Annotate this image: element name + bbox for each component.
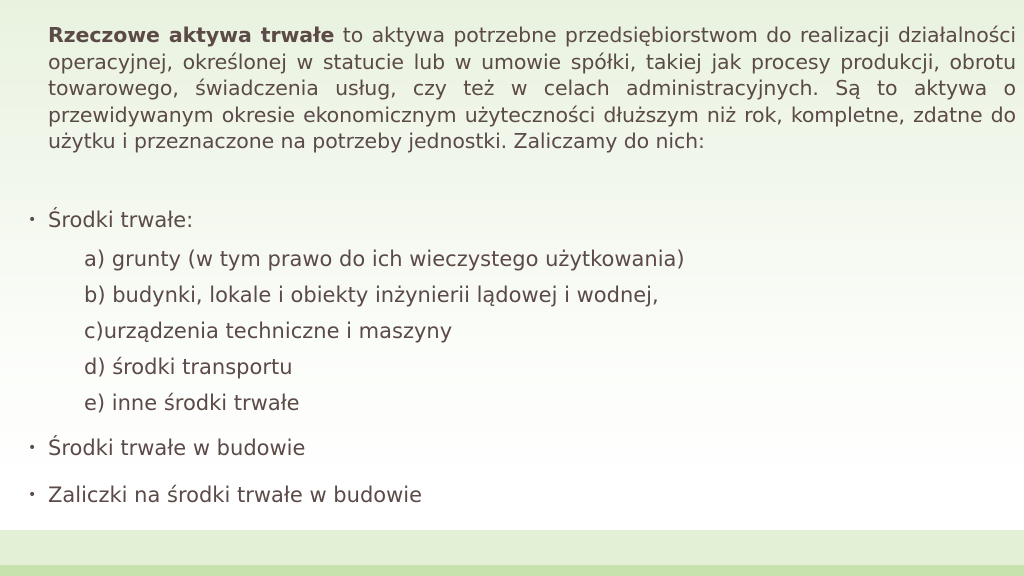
intro-paragraph [48, 22, 1016, 155]
intro-text: to aktywa potrzebne przedsiębiorstwom do realizacji działalności operacyjnej, określonej w statucie lub w umowie spółki, takiej jak procesy produkcji, obrotu towarowego, świadczenia usług, czy też w celach administracyjnych. Są to aktywa o przewidywanym okresie ekonomicznym użyteczności dłuższym niż rok, kompletne, zdatne do użytku i przeznaczone na potrzeby jednostki. Zaliczamy do nich: [48, 23, 1016, 153]
bullet-label: Środki trwałe: [48, 208, 194, 232]
bullet-item-zaliczki [0, 480, 1024, 510]
sub-item-budynki: b) budynki, lokale i obiekty inżynierii lądowej i wodnej, [84, 283, 659, 307]
footer-band [0, 530, 1024, 565]
sub-list [48, 241, 1024, 421]
sub-item-transport: d) środki transportu [84, 355, 293, 379]
intro-term: Rzeczowe aktywa trwałe [48, 23, 335, 47]
bullet-item-srodki-w-budowie [0, 433, 1024, 463]
sub-item-grunty: a) grunty (w tym prawo do ich wieczystego użytkowania) [84, 247, 685, 271]
sub-item-urzadzenia: c)urządzenia techniczne i maszyny [84, 319, 453, 343]
bullet-label: Środki trwałe w budowie [48, 436, 306, 460]
bullet-list [0, 205, 1024, 507]
bullet-dot: • [28, 440, 37, 456]
bullet-label: Zaliczki na środki trwałe w budowie [48, 483, 423, 507]
sub-item-inne: e) inne środki trwałe [84, 391, 300, 415]
bullet-dot: • [28, 487, 37, 503]
bullet-item-srodki-trwale [0, 205, 1024, 421]
footer-band-accent [0, 565, 1024, 576]
bullet-dot: • [28, 212, 37, 228]
